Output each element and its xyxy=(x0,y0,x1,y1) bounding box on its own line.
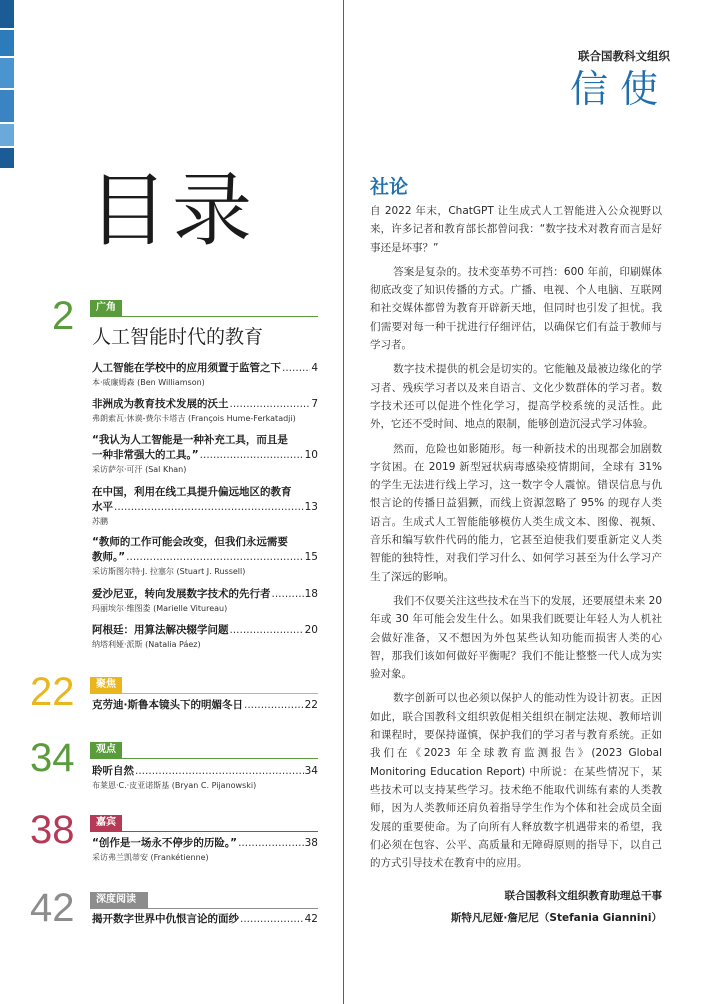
entry-page: 10 xyxy=(304,449,318,461)
entry-page: 4 xyxy=(311,362,318,374)
section-number: 38 xyxy=(30,808,75,852)
section-number: 22 xyxy=(30,670,75,714)
entry-title-line2: 水平 xyxy=(92,501,113,513)
entry-author: 纳塔利娅·派斯 (Natalia Páez) xyxy=(92,640,201,649)
decor-tile xyxy=(0,90,14,122)
toc-entry[interactable] xyxy=(92,433,318,475)
entry-page: 22 xyxy=(304,699,318,711)
decor-tile xyxy=(0,58,14,88)
entry-title: 人工智能在学校中的应用须置于监管之下 xyxy=(92,362,281,374)
toc-entry[interactable] xyxy=(92,623,318,650)
toc-entry[interactable] xyxy=(92,535,318,577)
signature-name: 斯特凡尼娅·詹尼尼（Stefania Giannini） xyxy=(450,912,662,924)
section-number: 34 xyxy=(30,736,75,780)
entry-page: 38 xyxy=(304,837,318,849)
entry-title: 揭开数字世界中仇恨言论的面纱 xyxy=(92,913,239,925)
editorial-paragraph: 数字技术提供的机会是切实的。它能触及最被边缘化的学习者、残疾学习者以及来自语言、文化少数群体的学习者。数字技术还可以促进个性化学习，提高学校系统的灵活性。此外，它还不受时间、地点的限制，能够创造沉浸式学习体验。 xyxy=(370,363,662,431)
entry-title: 爱沙尼亚，转向发展数字技术的先行者 xyxy=(92,588,271,600)
entry-title-line2: 一种非常强大的工具。” xyxy=(92,449,199,461)
entry-page: 7 xyxy=(311,398,318,410)
entry-title-line1: 在中国，利用在线工具提升偏远地区的教育 xyxy=(92,486,292,498)
editorial-paragraph: 自 2022 年末，ChatGPT 让生成式人工智能进入公众视野以来，许多记者和教育部长都曾问我：“数字技术对教育而言是好事还是坏事？” xyxy=(370,205,662,254)
toc-entry[interactable] xyxy=(92,764,318,791)
decor-tile xyxy=(0,0,14,28)
toc-entry[interactable] xyxy=(92,361,318,388)
entry-author: 布莱恩·C.·皮亚诺斯基 (Bryan C. Pijanowski) xyxy=(92,781,257,790)
entry-title: 非洲成为教育技术发展的沃土 xyxy=(92,398,229,410)
decor-tile xyxy=(0,148,14,168)
entry-title-line1: “我认为人工智能是一种补充工具，而且是 xyxy=(92,434,288,446)
section-tag: 广角 xyxy=(90,300,122,316)
entry-page: 13 xyxy=(304,501,318,513)
toc-entry[interactable] xyxy=(92,698,318,713)
editorial-paragraph: 然而，危险也如影随形。每一种新技术的出现都会加剧数字贫困。在 2019 新型冠状病毒感染疫情期间，全球有 31% 的学生无法进行线上学习，这一数字令人震惊。错误信息与仇恨言论的传播日益猖獗，而线上资源忽略了 95% 的现存人类语言。生成式人工智能能够模仿人类生成文本、图像、视频、音乐和编写软件代码的能力，它甚至迫使我们要重新定义人类智能的独特性，对我们学习什么、如何学习甚至为什么学习产生了深远的影响。 xyxy=(370,442,662,583)
section-tag: 深度阅读 xyxy=(90,892,148,908)
section-subtitle: 人工智能时代的教育 xyxy=(92,326,264,348)
entry-author: 采访萨尔·可汗 (Sal Khan) xyxy=(92,465,187,474)
entry-title-line1: “教师的工作可能会改变，但我们永远需要 xyxy=(92,536,288,548)
section-rule xyxy=(90,758,318,759)
section-rule xyxy=(90,831,318,832)
entry-title: 聆听自然 xyxy=(92,765,134,777)
entry-title: “创作是一场永不停步的历险。” xyxy=(92,837,238,849)
entry-author: 苏鹏 xyxy=(92,517,108,526)
toc-entry[interactable] xyxy=(92,485,318,527)
entry-title: 阿根廷：用算法解决辍学问题 xyxy=(92,624,229,636)
entry-author: 采访斯图尔特·J. 拉塞尔 (Stuart J. Russell) xyxy=(92,567,246,576)
editorial-paragraph: 答案是复杂的。技术变革势不可挡：600 年前，印刷媒体彻底改变了知识传播的方式。广播、电视、个人电脑、互联网和社交媒体都曾为教育开辟新天地，但同时也引发了担忧。我们需要对每一种干扰进行仔细评估，以确保它们有益于教师与学习者。 xyxy=(370,265,662,352)
entry-page: 42 xyxy=(304,913,318,925)
entry-page: 15 xyxy=(304,551,318,563)
organization-name: 联合国教科文组织 xyxy=(578,49,670,63)
entry-author: 本·威廉姆森 (Ben Williamson) xyxy=(92,378,205,387)
editorial-paragraph: 我们不仅要关注这些技术在当下的发展，还要展望未来 20 年或 30 年可能会发生什么。如果我们既要让年轻人为人机社会做好准备，又不想因为外包某些认知功能而损害人类的心智，那我们该如何做好平衡呢？我们不能让整整一代人成为实验对象。 xyxy=(370,594,662,681)
toc-entry[interactable] xyxy=(92,836,318,863)
entry-page: 20 xyxy=(304,624,318,636)
entry-title-line2: 教师。” xyxy=(92,551,126,563)
section-number: 2 xyxy=(52,294,75,338)
entry-author: 玛丽埃尔·维图娄 (Marielle Vitureau) xyxy=(92,604,228,613)
magazine-title: 信使 xyxy=(569,67,670,111)
editorial-heading: 社论 xyxy=(370,176,409,198)
entry-page: 18 xyxy=(304,588,318,600)
signature-title: 联合国教科文组织教育助理总干事 xyxy=(504,890,662,902)
toc-entry[interactable] xyxy=(92,397,318,424)
decor-tile xyxy=(0,124,14,146)
editorial-paragraph: 数字创新可以也必须以保护人的能动性为设计初衷。正因如此，联合国教科文组织敦促相关组织在制定法规、教师培训和课程时，要保持谨慎，保护我们的学习者与教育系统。正如我们在《2023 年全球教育监测报告》(2023 Global Monitoring Education Report) 中所说：在某些情况下，某些技术可以支持某些学习。技术绝不能取代训练有素的人类教师，因为人类教师还肩负着指导学生作为个体和社会成员全面发展的重要使命。为了向所有人释放数字机遇带来的希望，我们必须在包容、公平、高质量和无障碍原则的指导下，以自己的方式引导技术在教育中的应用。 xyxy=(370,692,662,870)
editorial-body xyxy=(370,202,662,878)
section-rule xyxy=(90,908,318,909)
toc-title: 目录 xyxy=(88,164,256,257)
toc-entry[interactable] xyxy=(92,587,318,614)
column-divider xyxy=(343,0,344,1004)
section-rule xyxy=(90,693,318,694)
section-rule xyxy=(90,316,318,317)
entry-page: 34 xyxy=(304,765,318,777)
entry-author: 弗朗索瓦·休谟-费尔卡塔吉 (François Hume-Ferkatadji) xyxy=(92,414,296,423)
decor-tile xyxy=(0,30,14,56)
section-tag: 嘉宾 xyxy=(90,815,122,831)
section-number: 42 xyxy=(30,886,75,930)
section-tag: 聚焦 xyxy=(90,677,122,693)
entry-author: 采访弗兰凯蒂安 (Frankétienne) xyxy=(92,853,209,862)
entry-title: 克劳迪·斯鲁本镜头下的明媚冬日 xyxy=(92,699,243,711)
toc-entry[interactable] xyxy=(92,912,318,927)
section-tag: 观点 xyxy=(90,742,122,758)
